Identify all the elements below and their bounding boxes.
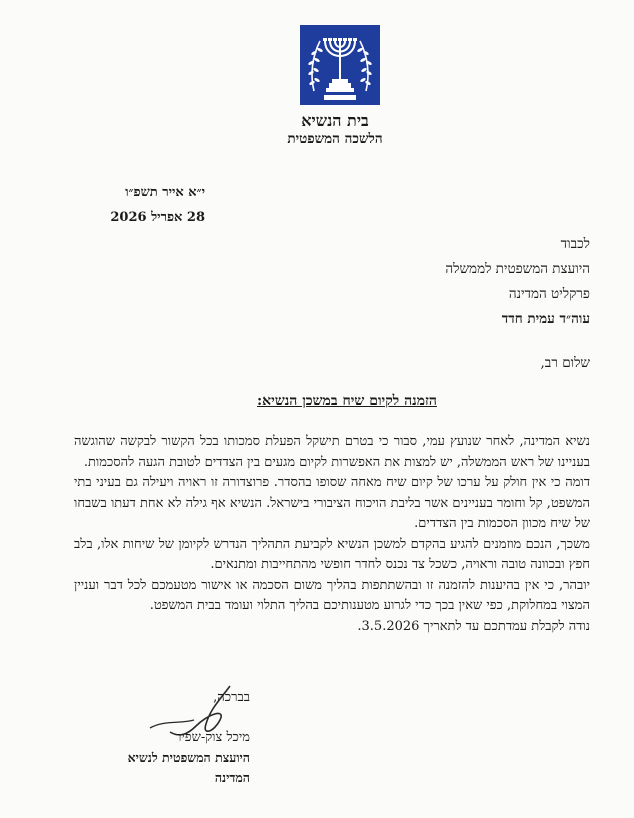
department-name: הלשכה המשפטית bbox=[287, 131, 383, 147]
recipient-line: עוה״ד עמית חדד bbox=[501, 311, 590, 327]
body-paragraph: דומה כי אין חולק על ערכו של קיום שיח מאחה שסופו בהסדר. פרוצדורה זו ראויה ויעילה גם בעיני בתי המשפט, קל וחומר בעניינים אשר בליבת הויכוח הציבורי בישראל. הנשיא אף גילה לא אחת דעתו בשבחו של שיח מכוון הסכמות בין הצדדים. bbox=[74, 475, 590, 531]
signature-block bbox=[90, 688, 250, 788]
signer-name: מיכל צוק-שפיר bbox=[175, 730, 250, 745]
recipient-line: היועצת המשפטית לממשלה bbox=[445, 261, 590, 277]
signer-role: היועצת המשפטית לנשיא המדינה bbox=[127, 750, 250, 785]
body-paragraph: יובהר, כי אין בהיענות להזמנה זו ובהשתתפות בהליך משום הסכמה או אישור מטעמכם לכל דבר ועניין המצוי במחלוקת, כפי שאין בכך כדי לגרוע מטענותיכם בהליך התלוי ועומד בבית המשפט. bbox=[74, 577, 590, 613]
body-paragraph: נודה לקבלת עמדתכם עד לתאריך 3.5.2026. bbox=[357, 618, 590, 634]
closing-salutation: בברכה, bbox=[213, 690, 250, 705]
recipient-line: פרקליט המדינה bbox=[508, 286, 590, 302]
subject-line: הזמנה לקיום שיח במשכן הנשיא: bbox=[257, 393, 437, 409]
letter-body bbox=[74, 432, 590, 637]
hebrew-date: י״א אייר תשפ״ו bbox=[125, 185, 205, 200]
recipient-block bbox=[190, 232, 590, 332]
office-name: בית הנשיא bbox=[301, 111, 369, 130]
gregorian-date: 28 אפריל 2026 bbox=[110, 210, 205, 225]
body-paragraph: משכך, הנכם מוזמנים להגיע בהקדם למשכן הנשיא לקביעת התהליך הנדרש לקיומן של שיחות אלו, בלב חפץ ובכוונה טובה וראויה, כשכל צד נכנס לחדר חופשי מהתחייבות ומתנאים. bbox=[74, 536, 590, 572]
greeting: שלום רב, bbox=[540, 355, 590, 371]
menorah-emblem-icon bbox=[300, 25, 380, 105]
body-paragraph: נשיא המדינה, לאחר שנועץ עמי, סבור כי בטרם תישקל הפעלת סמכותו בכל הקשור לבקשה שהוגשה בעניינו של ראש הממשלה, יש למצות את האפשרות לקיום מגעים בין הצדדים לטובת הגעה להסכמות. bbox=[74, 434, 590, 470]
date-block bbox=[95, 180, 205, 230]
recipient-line: לכבוד bbox=[560, 236, 590, 252]
